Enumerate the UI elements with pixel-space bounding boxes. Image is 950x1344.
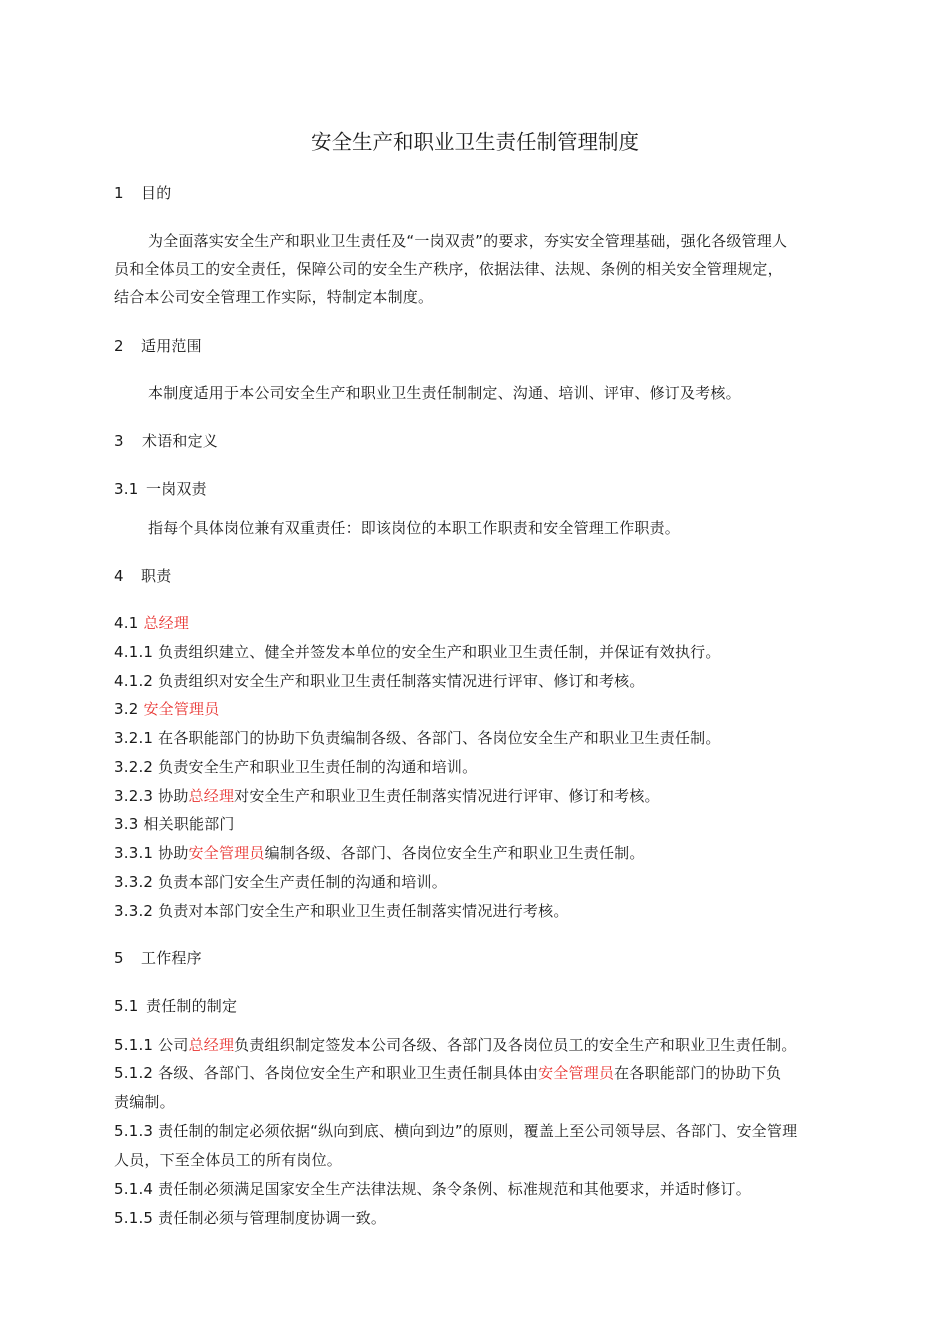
paragraph-line: 为全面落实安全生产和职业卫生责任及“一岗双责”的要求，夯实安全管理基础，强化各级管理人: [148, 232, 788, 250]
section-title: 术语和定义: [142, 432, 219, 450]
list-item: [114, 842, 645, 864]
subsection-3-1-heading: [114, 478, 207, 500]
section-1-heading: [114, 182, 171, 204]
section-4-heading: [114, 565, 171, 587]
list-item: 5.1.3 责任制的制定必须依据“纵向到底、横向到边”的原则，覆盖上至公司领导层、各部门、安全管理: [114, 1122, 798, 1140]
section-title: 目的: [141, 184, 172, 202]
text-segment: 负责组织制定签发本公司各级、各部门及各岗位员工的安全生产和职业卫生责任制。: [234, 1036, 797, 1054]
section-number: 3.1: [114, 480, 139, 498]
list-item: 3.2.2 负责安全生产和职业卫生责任制的沟通和培训。: [114, 758, 478, 776]
list-item-continuation: 人员，下至全体员工的所有岗位。: [114, 1151, 343, 1169]
text-segment: 5.1.1 公司: [114, 1036, 189, 1054]
section-number: 4.1: [114, 614, 144, 632]
text-segment: 5.1.2 各级、各部门、各岗位安全生产和职业卫生责任制具体由: [114, 1064, 539, 1082]
section-number: 2: [114, 337, 124, 355]
list-item: 3.2.1 在各职能部门的协助下负责编制各级、各部门、各岗位安全生产和职业卫生责任制。: [114, 729, 721, 747]
highlighted-role: 安全管理员: [538, 1064, 615, 1082]
text-segment: 3.2.3 协助: [114, 787, 189, 805]
list-item: 5.1.5 责任制必须与管理制度协调一致。: [114, 1209, 387, 1227]
text-segment: 对安全生产和职业卫生责任制落实情况进行评审、修订和考核。: [234, 787, 660, 805]
section-2-heading: [114, 335, 202, 357]
list-item: 4.1.2 负责组织对安全生产和职业卫生责任制落实情况进行评审、修订和考核。: [114, 672, 645, 690]
highlighted-role: 总经理: [143, 614, 190, 632]
section-number: 3: [114, 432, 124, 450]
section-number: 4: [114, 567, 124, 585]
paragraph-line: 指每个具体岗位兼有双重责任：即该岗位的本职工作职责和安全管理工作职责。: [148, 519, 681, 537]
text-segment: 编制各级、各部门、各岗位安全生产和职业卫生责任制。: [264, 844, 645, 862]
highlighted-role: 总经理: [188, 1036, 235, 1054]
section-title: 一岗双责: [146, 480, 207, 498]
text-segment: 3.3.1 协助: [114, 844, 189, 862]
document-title: 安全生产和职业卫生责任制管理制度: [311, 130, 639, 154]
text-segment: 在各职能部门的协助下负: [614, 1064, 782, 1082]
section-title: 适用范围: [141, 337, 202, 355]
section-3-heading: [114, 430, 218, 452]
section-number: 1: [114, 184, 124, 202]
paragraph-line: 结合本公司安全管理工作实际，特制定本制度。: [114, 288, 434, 306]
list-item: [114, 785, 660, 807]
list-item-continuation: 责编制。: [114, 1093, 175, 1111]
role-heading-departments: 3.3 相关职能部门: [114, 815, 235, 833]
paragraph-line: 员和全体员工的安全责任，保障公司的安全生产秩序，依据法律、法规、条例的相关安全管理规定，: [114, 260, 783, 278]
section-title: 工作程序: [141, 949, 202, 967]
section-5-heading: [114, 947, 202, 969]
paragraph-line: 本制度适用于本公司安全生产和职业卫生责任制制定、沟通、培训、评审、修订及考核。: [148, 384, 741, 402]
list-item: [114, 1034, 797, 1056]
section-number: 3.2: [114, 700, 144, 718]
section-number: 5.1: [114, 997, 139, 1015]
subsection-5-1-heading: [114, 995, 237, 1017]
list-item: [114, 1062, 781, 1084]
section-title: 职责: [141, 567, 172, 585]
section-title: 责任制的制定: [146, 997, 238, 1015]
role-heading-general-manager: [114, 612, 189, 634]
highlighted-role: 安全管理员: [188, 844, 265, 862]
list-item: 3.3.2 负责对本部门安全生产和职业卫生责任制落实情况进行考核。: [114, 902, 569, 920]
role-heading-safety-officer: [114, 698, 219, 720]
list-item: 4.1.1 负责组织建立、健全并签发本单位的安全生产和职业卫生责任制，并保证有效执行。: [114, 643, 721, 661]
list-item: 5.1.4 责任制必须满足国家安全生产法律法规、条令条例、标准规范和其他要求，并适时修订。: [114, 1180, 751, 1198]
highlighted-role: 安全管理员: [143, 700, 220, 718]
section-number: 5: [114, 949, 124, 967]
list-item: 3.3.2 负责本部门安全生产责任制的沟通和培训。: [114, 873, 447, 891]
highlighted-role: 总经理: [188, 787, 235, 805]
